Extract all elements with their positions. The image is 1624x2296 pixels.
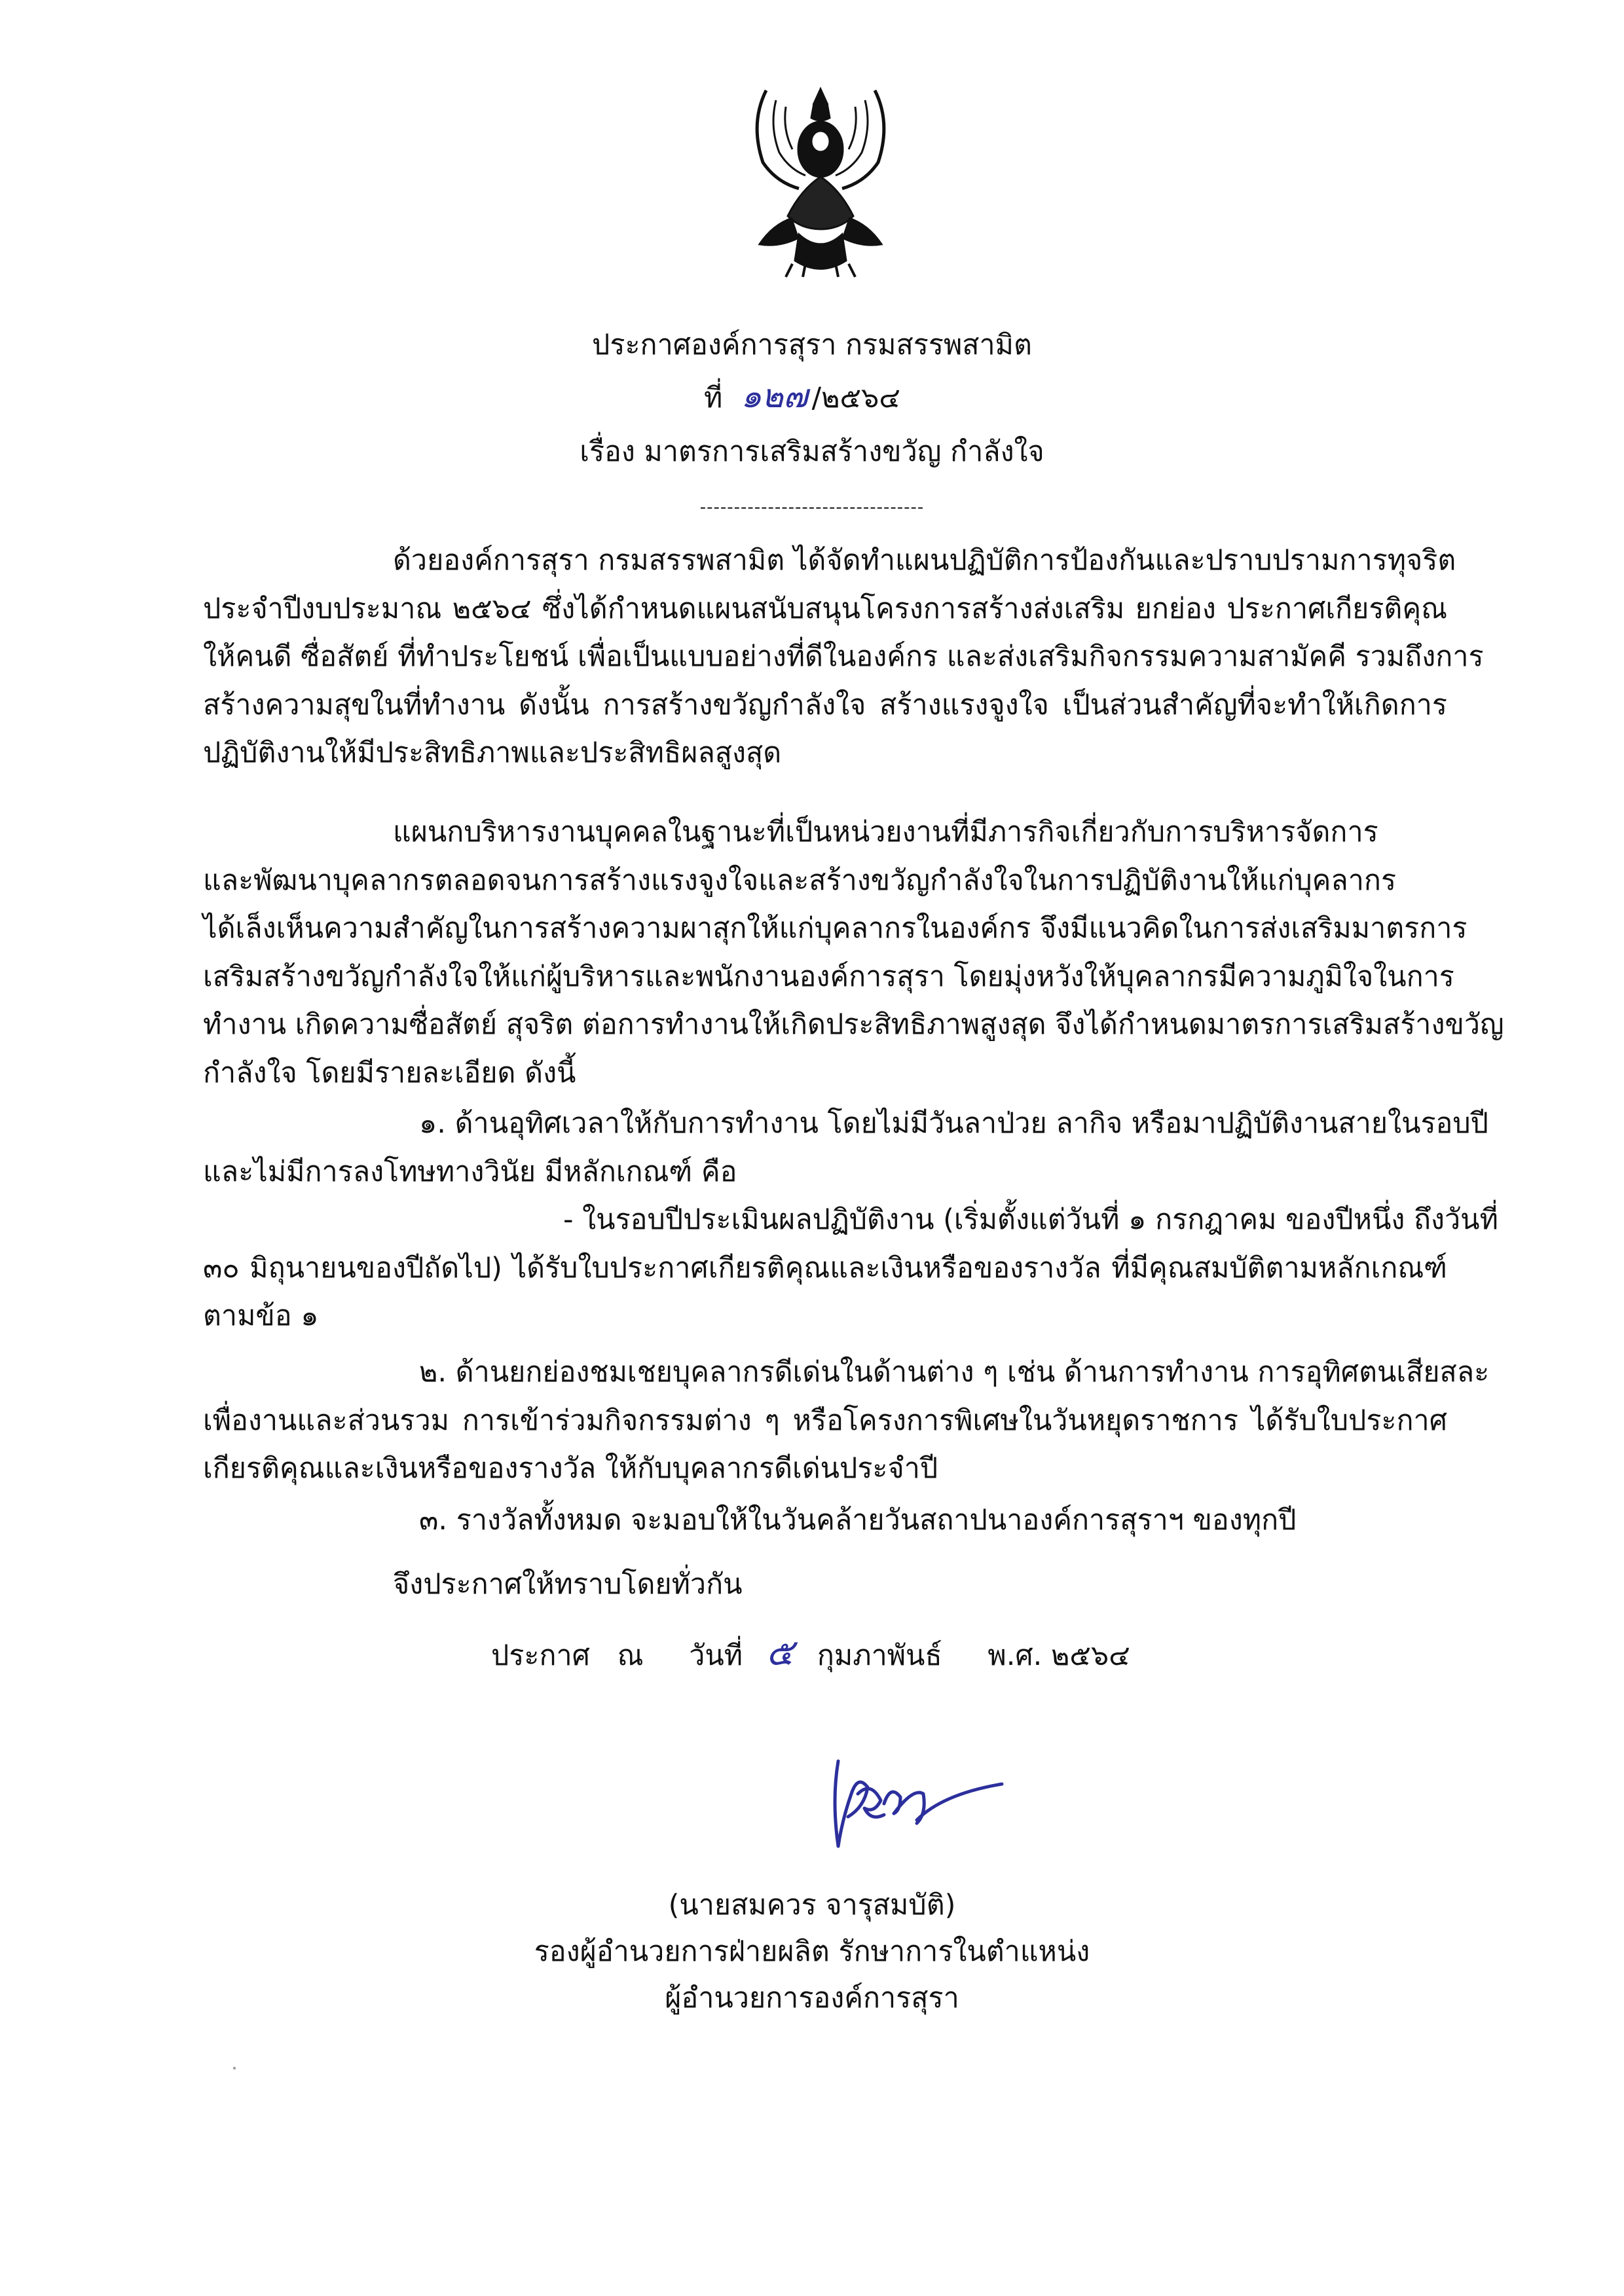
paragraph-line: ๓๐ มิถุนายนของปีถัดไป) ได้รับใบประกาศเกียรติคุณและเงินหรือของรางวัล ที่มีคุณสมบัติตามหลักเกณฑ์ bbox=[203, 1251, 1447, 1285]
date-day-label: วันที่ bbox=[689, 1639, 743, 1672]
date-at: ณ bbox=[617, 1639, 644, 1672]
handwritten-signature-icon bbox=[812, 1748, 1008, 1859]
paragraph-line: ๑. ด้านอุทิศเวลาให้กับการทำงาน โดยไม่มีวันลาป่วย ลากิจ หรือมาปฏิบัติงานสายในรอบปี bbox=[419, 1107, 1488, 1140]
paragraph-line: และพัฒนาบุคลากรตลอดจนการสร้างแรงจูงใจและสร้างขวัญกำลังใจในการปฏิบัติงานให้แก่บุคลากร bbox=[203, 864, 1397, 897]
date-day-handwritten: ๕ bbox=[766, 1631, 794, 1674]
reference-year: /๒๕๖๔ bbox=[811, 382, 900, 414]
paragraph-line: ทำงาน เกิดความซื่อสัตย์ สุจริต ต่อการทำงานให้เกิดประสิทธิภาพสูงสุด จึงได้กำหนดมาตรการเสริมสร้างขวัญ bbox=[203, 1008, 1504, 1041]
paragraph-intro bbox=[203, 537, 1484, 778]
paragraph-line: - ในรอบปีประเมินผลปฏิบัติงาน (เริ่มตั้งแต่วันที่ ๑ กรกฎาคม ของปีหนึ่ง ถึงวันที่ bbox=[563, 1203, 1498, 1236]
item-3-awards: ๓. รางวัลทั้งหมด จะมอบให้ในวันคล้ายวันสถาปนาองค์การสุราฯ ของทุกปี bbox=[419, 1504, 1297, 1537]
date-prefix: ประกาศ bbox=[491, 1639, 590, 1672]
signer-block bbox=[0, 1882, 1624, 2022]
paragraph-line: เพื่องานและส่วนรวม การเข้าร่วมกิจกรรมต่าง ๆ หรือโครงการพิเศษในวันหยุดราชการ ได้รับใบประกาศ bbox=[203, 1404, 1447, 1437]
item-2-recognition bbox=[203, 1349, 1490, 1493]
paragraph-line: ปฏิบัติงานให้มีประสิทธิภาพและประสิทธิผลสูงสุด bbox=[203, 737, 782, 769]
signer-position-director: ผู้อำนวยการองค์การสุรา bbox=[665, 1982, 959, 2014]
signer-position-acting: รองผู้อำนวยการฝ่ายผลิต รักษาการในตำแหน่ง bbox=[534, 1935, 1090, 1968]
paragraph-line: เกียรติคุณและเงินหรือของรางวัล ให้กับบุคลากรดีเด่นประจำปี bbox=[203, 1452, 938, 1485]
paragraph-line: ให้คนดี ซื่อสัตย์ ที่ทำประโยชน์ เพื่อเป็นแบบอย่างที่ดีในองค์กร และส่งเสริมกิจกรรมความสามัคคี รวมถึงการ bbox=[203, 640, 1484, 673]
paragraph-line: และไม่มีการลงโทษทางวินัย มีหลักเกณฑ์ คือ bbox=[203, 1155, 737, 1188]
paragraph-line: ได้เล็งเห็นความสำคัญในการสร้างความผาสุกให้แก่บุคลากรในองค์กร จึงมีแนวคิดในการส่งเสริมมาตรการ bbox=[203, 912, 1467, 945]
paragraph-line: ด้วยองค์การสุรา กรมสรรพสามิต ได้จัดทำแผนปฏิบัติการป้องกันและปราบปรามการทุจริต bbox=[393, 544, 1456, 577]
announcement-date bbox=[491, 1633, 1130, 1675]
reference-prefix: ที่ bbox=[704, 382, 723, 414]
header-divider: --------------------------------- bbox=[699, 498, 925, 517]
reference-number bbox=[704, 376, 900, 418]
paragraph-line: ๒. ด้านยกย่องชมเชยบุคลากรดีเด่นในด้านต่าง ๆ เช่น ด้านการทำงาน การอุทิศตนเสียสละ bbox=[419, 1356, 1490, 1389]
subject-line: เรื่อง มาตรการเสริมสร้างขวัญ กำลังใจ bbox=[580, 435, 1044, 468]
paragraph-line: กำลังใจ โดยมีรายละเอียด ดังนี้ bbox=[203, 1056, 576, 1089]
date-month: กุมภาพันธ์ bbox=[817, 1639, 942, 1672]
paragraph-line: ตามข้อ ๑ bbox=[203, 1300, 319, 1332]
scan-speck bbox=[233, 2067, 236, 2069]
paragraph-personnel bbox=[203, 809, 1504, 1097]
signer-name: (นายสมควร จารุสมบัติ) bbox=[668, 1889, 956, 1922]
closing-line: จึงประกาศให้ทราบโดยทั่วกัน bbox=[393, 1568, 743, 1601]
date-year: ๒๕๖๔ bbox=[1051, 1639, 1130, 1672]
paragraph-line: แผนกบริหารงานบุคคลในฐานะที่เป็นหน่วยงานที่มีภารกิจเกี่ยวกับการบริหารจัดการ bbox=[393, 816, 1378, 848]
reference-number-handwritten: ๑๒๗ bbox=[741, 377, 808, 415]
paragraph-line: สร้างความสุขในที่ทำงาน ดังนั้น การสร้างขวัญกำลังใจ สร้างแรงจูงใจ เป็นส่วนสำคัญที่จะทำให้เกิดการ bbox=[203, 688, 1447, 721]
paragraph-line: ประจำปีงบประมาณ ๒๕๖๔ ซึ่งได้กำหนดแผนสนับสนุนโครงการสร้างส่งเสริม ยกย่อง ประกาศเกียรติคุณ bbox=[203, 592, 1447, 625]
date-era: พ.ศ. bbox=[987, 1639, 1043, 1672]
organization-title: ประกาศองค์การสุรา กรมสรรพสามิต bbox=[592, 329, 1032, 361]
garuda-emblem-icon bbox=[727, 77, 914, 282]
paragraph-line: เสริมสร้างขวัญกำลังใจให้แก่ผู้บริหารและพนักงานองค์การสุรา โดยมุ่งหวังให้บุคลากรมีความภูมิใจในการ bbox=[203, 960, 1454, 993]
item-1-attendance bbox=[203, 1100, 1498, 1341]
